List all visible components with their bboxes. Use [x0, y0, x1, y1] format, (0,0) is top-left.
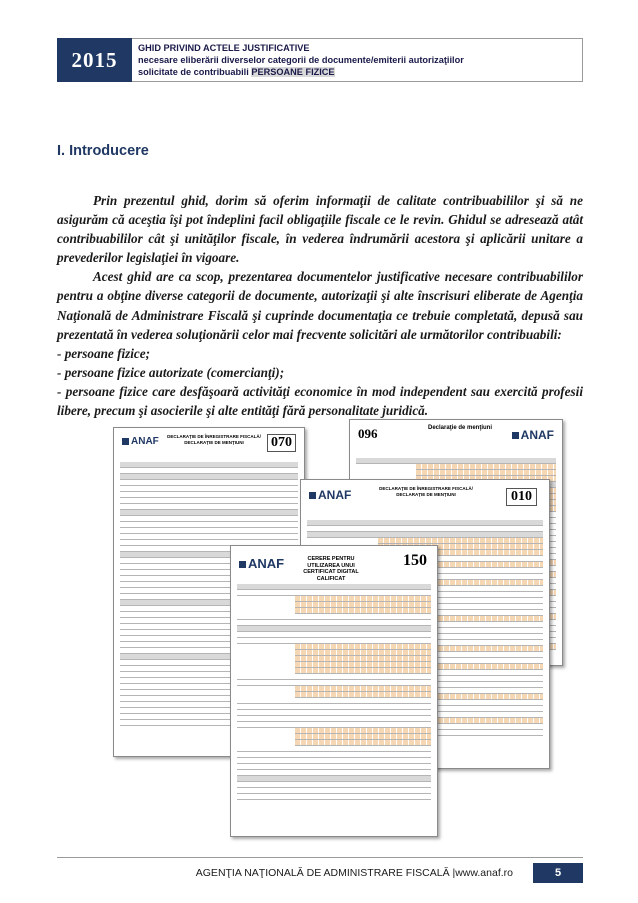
form-150-rows: [237, 584, 431, 800]
header-line-1: GHID PRIVIND ACTELE JUSTIFICATIVE: [138, 43, 310, 53]
anaf-logo-icon: [239, 561, 246, 568]
list-item: - persoane fizice care desfăşoară activităţi economice în mod independent sau exercită profesii libere, precum şi asocierile şi alte entităţi fără personalitate juridică.: [57, 383, 583, 419]
form-150-logo-text: ANAF: [248, 556, 285, 571]
header-line-2: necesare eliberării diverselor categorii de documente/emiterii autorizaţiilor: [138, 55, 464, 65]
form-096-logo-text: ANAF: [520, 428, 554, 442]
list-item: - persoane fizice autorizate (comercianţi);: [57, 364, 285, 380]
body-text: [57, 191, 583, 420]
form-010-code: 010: [506, 488, 537, 506]
paragraph-2: Acest ghid are ca scop, prezentarea documentelor justificative necesare contribuabililor pentru a obţine diverse categorii de documente, autorizaţii şi alte înscrisuri eliberate de Agenţia Naţională de Administrare Fiscală şi cuprinde documentaţia ce trebuie completată, depusă sau prezentată în vederea soluţionării celor mai frecvente solicitări ale următorilor contribuabili:: [57, 269, 583, 342]
form-070-title: DECLARAŢIE DE ÎNREGISTRARE FISCALĂ/ DECLARAŢIE DE MENŢIUNI: [167, 434, 261, 445]
list-item: - persoane fizice;: [57, 345, 151, 361]
section-title: I. Introducere: [57, 143, 149, 159]
form-150-code: 150: [403, 552, 427, 569]
form-010-logo: [309, 488, 351, 502]
form-096-logo: [512, 428, 554, 442]
header-line-3: [138, 66, 576, 78]
form-150-title: CERERE PENTRU UTILIZAREA UNUI CERTIFICAT DIGITAL CALIFICAT: [303, 556, 359, 582]
form-070-logo-text: ANAF: [131, 436, 159, 447]
form-070-code: 070: [267, 434, 296, 452]
anaf-logo-icon: [309, 492, 316, 499]
form-096-title: Declaraţie de menţiuni: [427, 425, 493, 431]
footer-divider: [57, 857, 583, 858]
form-070-logo: [122, 436, 159, 447]
footer-text: AGENŢIA NAŢIONALĂ DE ADMINISTRARE FISCALĂ |www.anaf.ro: [195, 867, 513, 879]
header-title-block: [132, 38, 583, 82]
anaf-logo-icon: [512, 432, 519, 439]
page-header: [57, 38, 583, 82]
header-line-3-prefix: solicitate de contribuabili: [138, 67, 252, 77]
anaf-logo-icon: [122, 438, 129, 445]
page-footer: [57, 863, 583, 883]
page-number: 5: [533, 863, 583, 883]
form-150-sheet: [230, 545, 438, 837]
form-010-title: DECLARAŢIE DE ÎNREGISTRARE FISCALĂ/ DECLARAŢIE DE MENŢIUNI: [379, 486, 473, 497]
form-096-code: 096: [358, 426, 378, 441]
form-010-logo-text: ANAF: [318, 488, 352, 502]
header-highlight: PERSOANE FIZICE: [251, 67, 335, 77]
header-year: 2015: [57, 38, 132, 82]
paragraph-1: Prin prezentul ghid, dorim să oferim informaţii de calitate contribuabililor şi să ne asigurăm că aceştia îşi pot îndeplini facil obligaţiile fiscale ce le revin. Ghidul se adresează atât contribuabililor cât şi unităţilor fiscale, în vederea îndrumării acestora şi aplicării unitare a prevederilor legislaţiei în vigoare.: [57, 193, 583, 266]
form-150-logo: [239, 556, 284, 571]
forms-illustration: [105, 417, 575, 837]
